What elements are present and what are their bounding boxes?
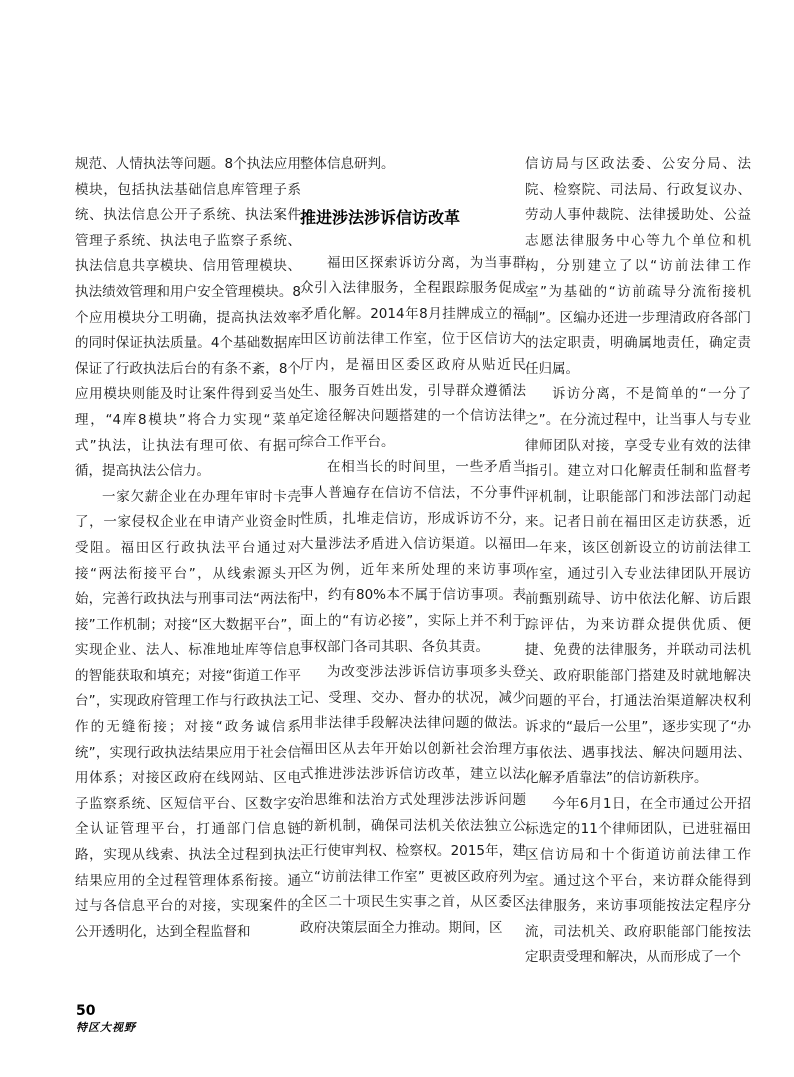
left-column [75,152,301,945]
paragraph: 今年6月1日，在全市通过公开招标选定的11个律师团队，已进驻福田区信访局和十个街道访前法律工作室。通过这个平台，来访群众能得到法律服务，来访事项能按法定程序分流，司法机关、政府职能部门能按法定职责受理和解决，从而形成了一个 [525,795,751,966]
paragraph: 为改变涉法涉诉信访事项多头登记、受理、交办、督办的状况，减少用非法律手段解决法律问题的做法。福田区从去年开始以创新社会治理方式推进涉法涉诉信访改革，建立以法治思维和法治方式处理涉法涉诉问题的新机制，确保司法机关依法独立公正行使审判权、检察权。2015年，建立“访前法律工作室” 更被区政府列为全区二十项民生实事之首，从区委区政府决策层面全力推动。期间，区 [300,664,526,937]
paragraph: 诉访分离，不是简单的“一分了之”。在分流过程中，让当事人与专业律师团队对接，享受专业有效的法律指引。建立对口化解责任制和监督考评机制，让职能部门和涉法部门动起来。记者日前在福田区走访获悉，近一年来，该区创新设立的访前法律工作室，通过引入专业法律团队开展访前甄别疏导、访中依法化解、访后跟踪评估，为来访群众提供优质、便捷、免费的法律服务，并联动司法机关、政府职能部门搭建及时就地解决问题的平台，打通法治渠道解决权利诉求的“最后一公里”，逐步实现了“办事依法、遇事找法、解决问题用法、化解矛盾靠法”的信访新秩序。 [525,386,751,787]
paragraph: 在相当长的时间里，一些矛盾当事人普遍存在信访不信法，不分事件性质，扎堆走信访，形成诉访不分，大量涉法矛盾进入信访渠道。以福田区为例，近年来所处理的来访事项中，约有80%本不属于信访事项。表面上的“有访必接”，实际上并不利于事权部门各司其职、各负其责。 [300,459,526,655]
paragraph: 福田区探索诉访分离，为当事群众引入法律服务，全程跟踪服务促成矛盾化解。2014年8月挂牌成立的福田区访前法律工作室，位于区信访大厅内，是福田区委区政府从贴近民生、服务百姓出发，引导群众遵循法定途径解决问题搭建的一个信访法律综合工作平台。 [300,254,526,450]
paragraph: 信访局与区政法委、公安分局、法院、检察院、司法局、行政复议办、劳动人事仲裁院、法律援助处、公益志愿法律服务中心等九个单位和机构，分别建立了以“访前法律工作室”为基础的“访前疏导分流衔接机制”。区编办还进一步理清政府各部门的法定职责，明确属地责任，确定责任归属。 [525,156,751,377]
magazine-logo: 特区大视野 [76,1021,136,1034]
paragraph: 一家欠薪企业在办理年审时卡壳了，一家侵权企业在申请产业资金时受阻。福田区行政执法平台通过对接“两法衔接平台”，从线索源头开始，完善行政执法与刑事司法“两法衔接”工作机制；对接“区大数据平台”，实现企业、法人、标准地址库等信息的智能获取和填充；对接“街道工作平台”，实现政府管理工作与行政执法工作的无缝衔接；对接“政务诚信系统”，实现行政执法结果应用于社会信用体系；对接区政府在线网站、区电子监察系统、区短信平台、区数字安全认证管理平台，打通部门信息链路，实现从线索、执法全过程到执法结果应用的全过程管理体系衔接。通过与各信息平台的对接，实现案件的公开透明化，达到全程监督和 [75,488,301,940]
section-heading: 推进涉法涉诉信访改革 [300,207,461,227]
page-number: 50 [76,1003,96,1019]
middle-column [300,152,526,942]
paragraph-continuation: 整体信息研判。 [300,156,395,172]
paragraph: 规范、人情执法等问题。8个执法应用模块，包括执法基础信息库管理子系统、执法信息公开子系统、执法案件管理子系统、执法电子监察子系统、执法信息共享模块、信用管理模块、执法绩效管理和用户安全管理模块。8个应用模块分工明确，提高执法效率的同时保证执法质量。4个基础数据库保证了行政执法后台的有条不紊，8个应用模块则能及时让案件得到妥当处理，“4库8模块”将合力实现“菜单式”执法，让执法有理可依、有据可循，提高执法公信力。 [75,156,301,480]
right-column [525,152,751,971]
